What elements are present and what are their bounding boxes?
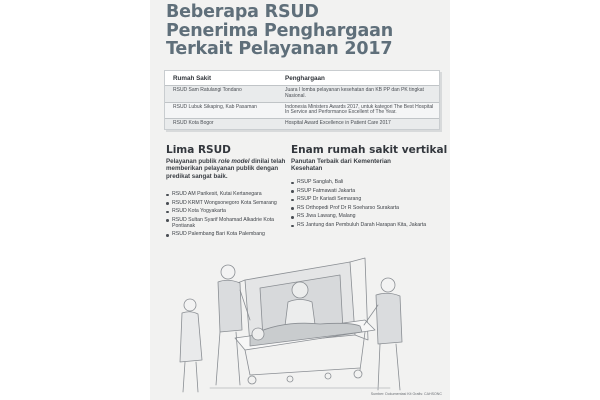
table-row [165, 85, 439, 102]
right-list [290, 180, 440, 232]
list-item: RS Jantung dan Pembuluh Darah Harapan Kita, Jakarta [290, 223, 440, 229]
title-line-1: Beberapa RSUD [166, 2, 319, 22]
header-penghargaan: Penghargaan [285, 74, 325, 82]
list-item: RS Jiwa Lawang, Malang [290, 214, 440, 220]
list-item: RSUP Dr Kariadi Semarang [290, 197, 440, 203]
right-section-heading: Enam rumah sakit vertikal [291, 144, 448, 156]
source-credit: Sumber: Dokumentasi Kit Grafis: CAHSONC [370, 392, 442, 396]
left-list [165, 192, 295, 241]
left-section-heading: Lima RSUD [166, 144, 231, 156]
table-cell: RSUD Kota Bogor [173, 120, 214, 127]
list-item: RS Orthopedi Prof Dr R Soeharso Surakarta [290, 206, 440, 212]
table-row [165, 118, 439, 129]
table-cell: Juara I lomba pelayanan kesehatan dan KB PP dan PK tingkat Nasional. [285, 87, 424, 99]
infographic-page [150, 0, 450, 400]
list-item: RSUD AM Parikesit, Kutai Kertanegara [165, 192, 295, 198]
awards-table [164, 70, 440, 130]
subtitle-part: Pelayanan publik [166, 158, 219, 165]
ambulance-stretcher-illustration [150, 250, 450, 395]
subtitle-part: dinilai telah memberikan pelayanan publik dengan predikat sangat baik. [166, 158, 286, 180]
list-item: RSUD Palembang Bari Kota Palembang [165, 232, 295, 238]
list-item: RSUD KRMT Wongsonegoro Kota Semarang [165, 201, 295, 207]
table-cell: Hospital Award Excellence in Patient Care 2017 [285, 120, 391, 127]
list-item: RSUP Fatmawati Jakarta [290, 189, 440, 195]
table-header [165, 71, 439, 85]
left-section-subtitle [166, 158, 296, 180]
table-row [165, 102, 439, 119]
table-cell: Indonesia Ministers Awards 2017, untuk kategori The Best Hospital In Service and Performance Excellent of The Year. [285, 103, 434, 116]
title-line-2: Penerima Penghargaan [166, 20, 393, 41]
header-rumah-sakit: Rumah Sakit [173, 74, 212, 82]
table-cell: RSUD Lubuk Sikaping, Kab Pasaman [173, 103, 257, 110]
list-item: RSUD Sultan Syarif Mohamad Alkadrie Kota Pontianak [165, 218, 295, 230]
subtitle-italic: role model [218, 158, 250, 165]
list-item: RSUP Sanglah, Bali [290, 180, 440, 186]
title-line-3: Terkait Pelayanan 2017 [166, 39, 393, 59]
page-title [166, 3, 446, 59]
list-item: RSUD Kota Yogyakarta [165, 209, 295, 215]
table-cell: RSUD Sam Ratulangi Tondano [173, 87, 242, 93]
right-section-subtitle: Panutan Terbaik dari Kementerian Kesehatan [291, 158, 391, 173]
